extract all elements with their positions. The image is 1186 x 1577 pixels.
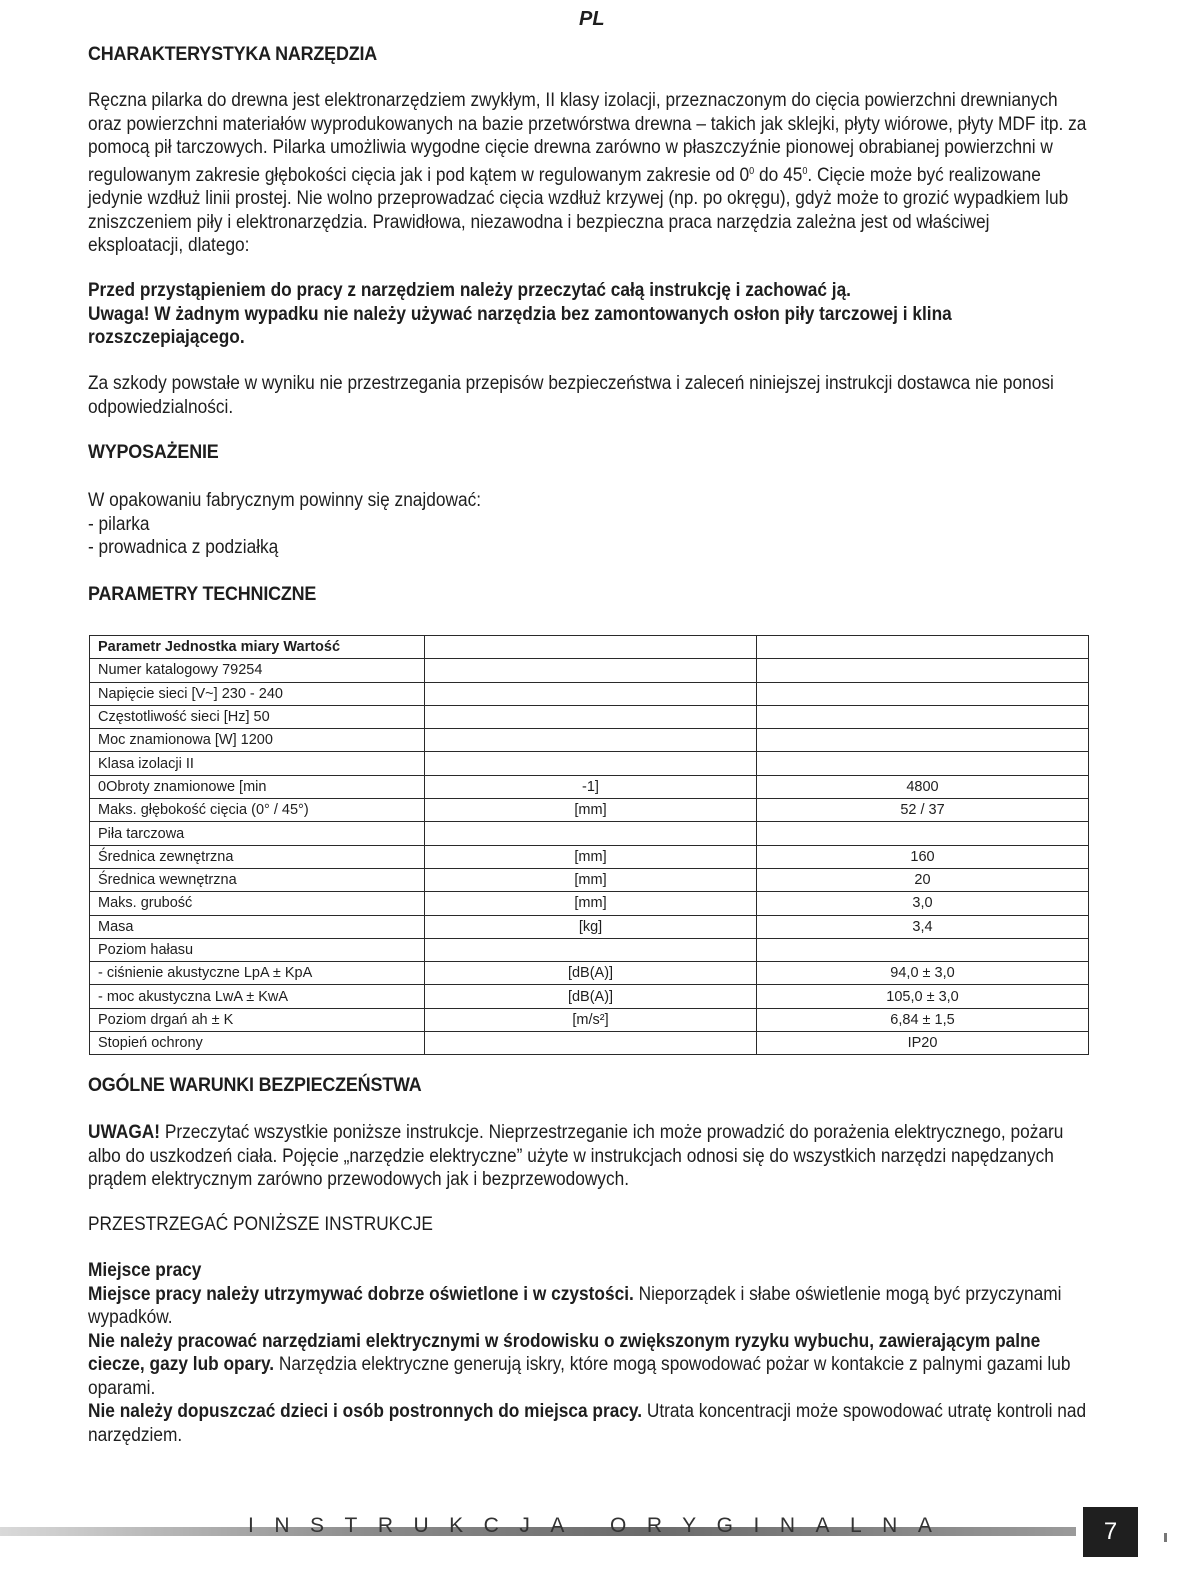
value-cell bbox=[757, 659, 1089, 682]
unit-cell: [mm] bbox=[425, 845, 757, 868]
unit-cell bbox=[425, 659, 757, 682]
value-cell: 94,0 ± 3,0 bbox=[757, 962, 1089, 985]
workplace-rule-3: Nie należy dopuszczać dzieci i osób postronnych do miejsca pracy. bbox=[88, 1401, 643, 1422]
param-cell: Średnica zewnętrzna bbox=[90, 845, 425, 868]
table-row bbox=[90, 729, 1089, 752]
degree-sup-1: 0 bbox=[749, 165, 755, 177]
warning-guards: Uwaga! W żadnym wypadku nie należy używać narzędzia bez zamontowanych osłon piły tarczowej i klina rozszczepiającego. bbox=[88, 303, 952, 348]
unit-cell bbox=[425, 1032, 757, 1055]
characteristics-text-3: . Cięcie może być realizowane jedynie wzdłuż linii prostej. Nie wolno przeprowadzać cięcia wzdłuż krzywej (np. po okręgu), gdyż może to grozić wypadkiem lub zniszczeniem piły i elektronarzędzia. Prawidłowa, niezawodna i bezpieczna praca narzędzia zależna jest od właściwej eksploatacji, dlatego: bbox=[88, 164, 1069, 256]
unit-cell bbox=[425, 752, 757, 775]
value-cell: 105,0 ± 3,0 bbox=[757, 985, 1089, 1008]
table-row bbox=[90, 868, 1089, 891]
equipment-item: - prowadnica z podziałką bbox=[88, 537, 279, 558]
unit-cell: [dB(A)] bbox=[425, 985, 757, 1008]
table-row bbox=[90, 845, 1089, 868]
unit-cell: [dB(A)] bbox=[425, 962, 757, 985]
table-row bbox=[90, 985, 1089, 1008]
param-cell: Piła tarczowa bbox=[90, 822, 425, 845]
value-cell bbox=[757, 729, 1089, 752]
param-cell: - ciśnienie akustyczne LpA ± KpA bbox=[90, 962, 425, 985]
unit-cell bbox=[425, 705, 757, 728]
warning-block bbox=[88, 279, 1089, 350]
table-row bbox=[90, 892, 1089, 915]
value-cell: 20 bbox=[757, 868, 1089, 891]
table-row bbox=[90, 659, 1089, 682]
tech-spec-table bbox=[89, 635, 1089, 1055]
table-header-row bbox=[90, 636, 1089, 659]
unit-cell: [mm] bbox=[425, 868, 757, 891]
value-cell: 3,4 bbox=[757, 915, 1089, 938]
section-title-characteristics: CHARAKTERYSTYKA NARZĘDZIA bbox=[88, 43, 378, 65]
param-cell: Maks. grubość bbox=[90, 892, 425, 915]
table-row bbox=[90, 1008, 1089, 1031]
workplace-rule-3-text: Utrata koncentracji może spowodować utratę kontroli nad narzędziem. bbox=[88, 1401, 1087, 1446]
equipment-intro: W opakowaniu fabrycznym powinny się znajdować: bbox=[88, 490, 482, 511]
footer-title: INSTRUKCJA ORYGINALNA bbox=[248, 1514, 953, 1537]
table-header-cell bbox=[425, 636, 757, 659]
param-cell: Poziom hałasu bbox=[90, 938, 425, 961]
value-cell: 6,84 ± 1,5 bbox=[757, 1008, 1089, 1031]
unit-cell: [m/s²] bbox=[425, 1008, 757, 1031]
characteristics-body bbox=[88, 89, 1089, 258]
characteristics-text-1: Ręczna pilarka do drewna jest elektronarzędziem zwykłym, II klasy izolacji, przeznaczonym do cięcia powierzchni drewnianych oraz powierzchni materiałów wyprodukowanych na bazie przetwórstwa drewna – takich jak sklejki, płyty wiórowe, płyty MDF itp. za pomocą pił tarczowych. Pilarka umożliwia wygodne cięcie drewna zarówno w płaszczyźnie pionowej obrabianej powierzchni w regulowanym zakresie głębokości cięcia jak i pod kątem w regulowanym zakresie od 0 bbox=[88, 90, 1087, 186]
value-cell: 160 bbox=[757, 845, 1089, 868]
param-cell: Poziom drgań ah ± K bbox=[90, 1008, 425, 1031]
table-row bbox=[90, 752, 1089, 775]
param-cell: Klasa izolacji II bbox=[90, 752, 425, 775]
table-row bbox=[90, 682, 1089, 705]
warning-label: UWAGA! bbox=[88, 1122, 161, 1143]
table-header-cell bbox=[757, 636, 1089, 659]
unit-cell: -1] bbox=[425, 775, 757, 798]
unit-cell: [kg] bbox=[425, 915, 757, 938]
equipment-item: - pilarka bbox=[88, 513, 150, 535]
workplace-rule-2-text: Narzędzia elektryczne generują iskry, które mogą spowodować pożar w kontakcie z palnymi gazami lub oparami. bbox=[88, 1354, 1071, 1399]
unit-cell bbox=[425, 938, 757, 961]
workplace-rule-1-text: Nieporządek i słabe oświetlenie mogą być przyczynami wypadków. bbox=[88, 1283, 1062, 1328]
param-cell: Masa bbox=[90, 915, 425, 938]
unit-cell: [mm] bbox=[425, 892, 757, 915]
workplace-section bbox=[88, 1259, 1089, 1447]
value-cell bbox=[757, 705, 1089, 728]
section-title-equipment: WYPOSAŻENIE bbox=[88, 441, 219, 463]
unit-cell bbox=[425, 682, 757, 705]
table-row bbox=[90, 799, 1089, 822]
table-row bbox=[90, 962, 1089, 985]
warning-read-manual: Przed przystąpieniem do pracy z narzędziem należy przeczytać całą instrukcję i zachować ją. bbox=[88, 280, 851, 301]
param-cell: Średnica wewnętrzna bbox=[90, 868, 425, 891]
value-cell: 3,0 bbox=[757, 892, 1089, 915]
table-row bbox=[90, 1032, 1089, 1055]
value-cell: IP20 bbox=[757, 1032, 1089, 1055]
workplace-rule-1: Miejsce pracy należy utrzymywać dobrze oświetlone i w czystości. bbox=[88, 1283, 634, 1305]
section-title-tech: PARAMETRY TECHNICZNE bbox=[88, 583, 317, 605]
workplace-rule-2: Nie należy pracować narzędziami elektrycznymi w środowisku o zwiększonym ryzyku wybuchu, zawierającym palne ciecze, gazy lub opary. bbox=[88, 1330, 1041, 1375]
table-row bbox=[90, 938, 1089, 961]
table-header-cell: Parametr Jednostka miary Wartość bbox=[90, 636, 425, 659]
param-cell: 0Obroty znamionowe [min bbox=[90, 775, 425, 798]
language-code: PL bbox=[579, 8, 605, 30]
unit-cell: [mm] bbox=[425, 799, 757, 822]
unit-cell bbox=[425, 729, 757, 752]
observe-heading: PRZESTRZEGAĆ PONIŻSZE INSTRUKCJE bbox=[88, 1214, 433, 1235]
value-cell bbox=[757, 752, 1089, 775]
param-cell: - moc akustyczna LwA ± KwA bbox=[90, 985, 425, 1008]
table-row bbox=[90, 915, 1089, 938]
page-number: 7 bbox=[1083, 1507, 1138, 1557]
value-cell bbox=[757, 682, 1089, 705]
table-row bbox=[90, 775, 1089, 798]
observe-instructions bbox=[88, 1213, 1089, 1237]
param-cell: Częstotliwość sieci [Hz] 50 bbox=[90, 705, 425, 728]
warning-text: Przeczytać wszystkie poniższe instrukcje. Nieprzestrzeganie ich może prowadzić do porażenia elektrycznego, pożaru albo do uszkodzeń ciała. Pojęcie „narzędzie elektryczne” użyte w instrukcjach odnosi się do wszystkich narzędzi napędzanych prądem elektrycznym zarówno przewodowych jak i bezprzewodowych. bbox=[88, 1122, 1064, 1190]
characteristics-text-2: do 45 bbox=[754, 164, 803, 186]
value-cell: 4800 bbox=[757, 775, 1089, 798]
section-title-safety: OGÓLNE WARUNKI BEZPIECZEŃSTWA bbox=[88, 1074, 422, 1096]
unit-cell bbox=[425, 822, 757, 845]
param-cell: Stopień ochrony bbox=[90, 1032, 425, 1055]
degree-sup-2: 0 bbox=[802, 165, 808, 177]
param-cell: Moc znamionowa [W] 1200 bbox=[90, 729, 425, 752]
table-row bbox=[90, 705, 1089, 728]
table-row bbox=[90, 822, 1089, 845]
param-cell: Maks. głębokość cięcia (0° / 45°) bbox=[90, 799, 425, 822]
value-cell: 52 / 37 bbox=[757, 799, 1089, 822]
workplace-title: Miejsce pracy bbox=[88, 1260, 202, 1281]
equipment-list bbox=[88, 489, 1089, 560]
safety-warning bbox=[88, 1121, 1089, 1192]
liability-paragraph: Za szkody powstałe w wyniku nie przestrzegania przepisów bezpieczeństwa i zaleceń niniejszej instrukcji dostawca nie ponosi odpowiedzialności. bbox=[88, 373, 1054, 418]
value-cell bbox=[757, 822, 1089, 845]
value-cell bbox=[757, 938, 1089, 961]
page-edge-mark bbox=[1164, 1533, 1167, 1542]
param-cell: Napięcie sieci [V~] 230 - 240 bbox=[90, 682, 425, 705]
param-cell: Numer katalogowy 79254 bbox=[90, 659, 425, 682]
liability-text bbox=[88, 372, 1089, 419]
